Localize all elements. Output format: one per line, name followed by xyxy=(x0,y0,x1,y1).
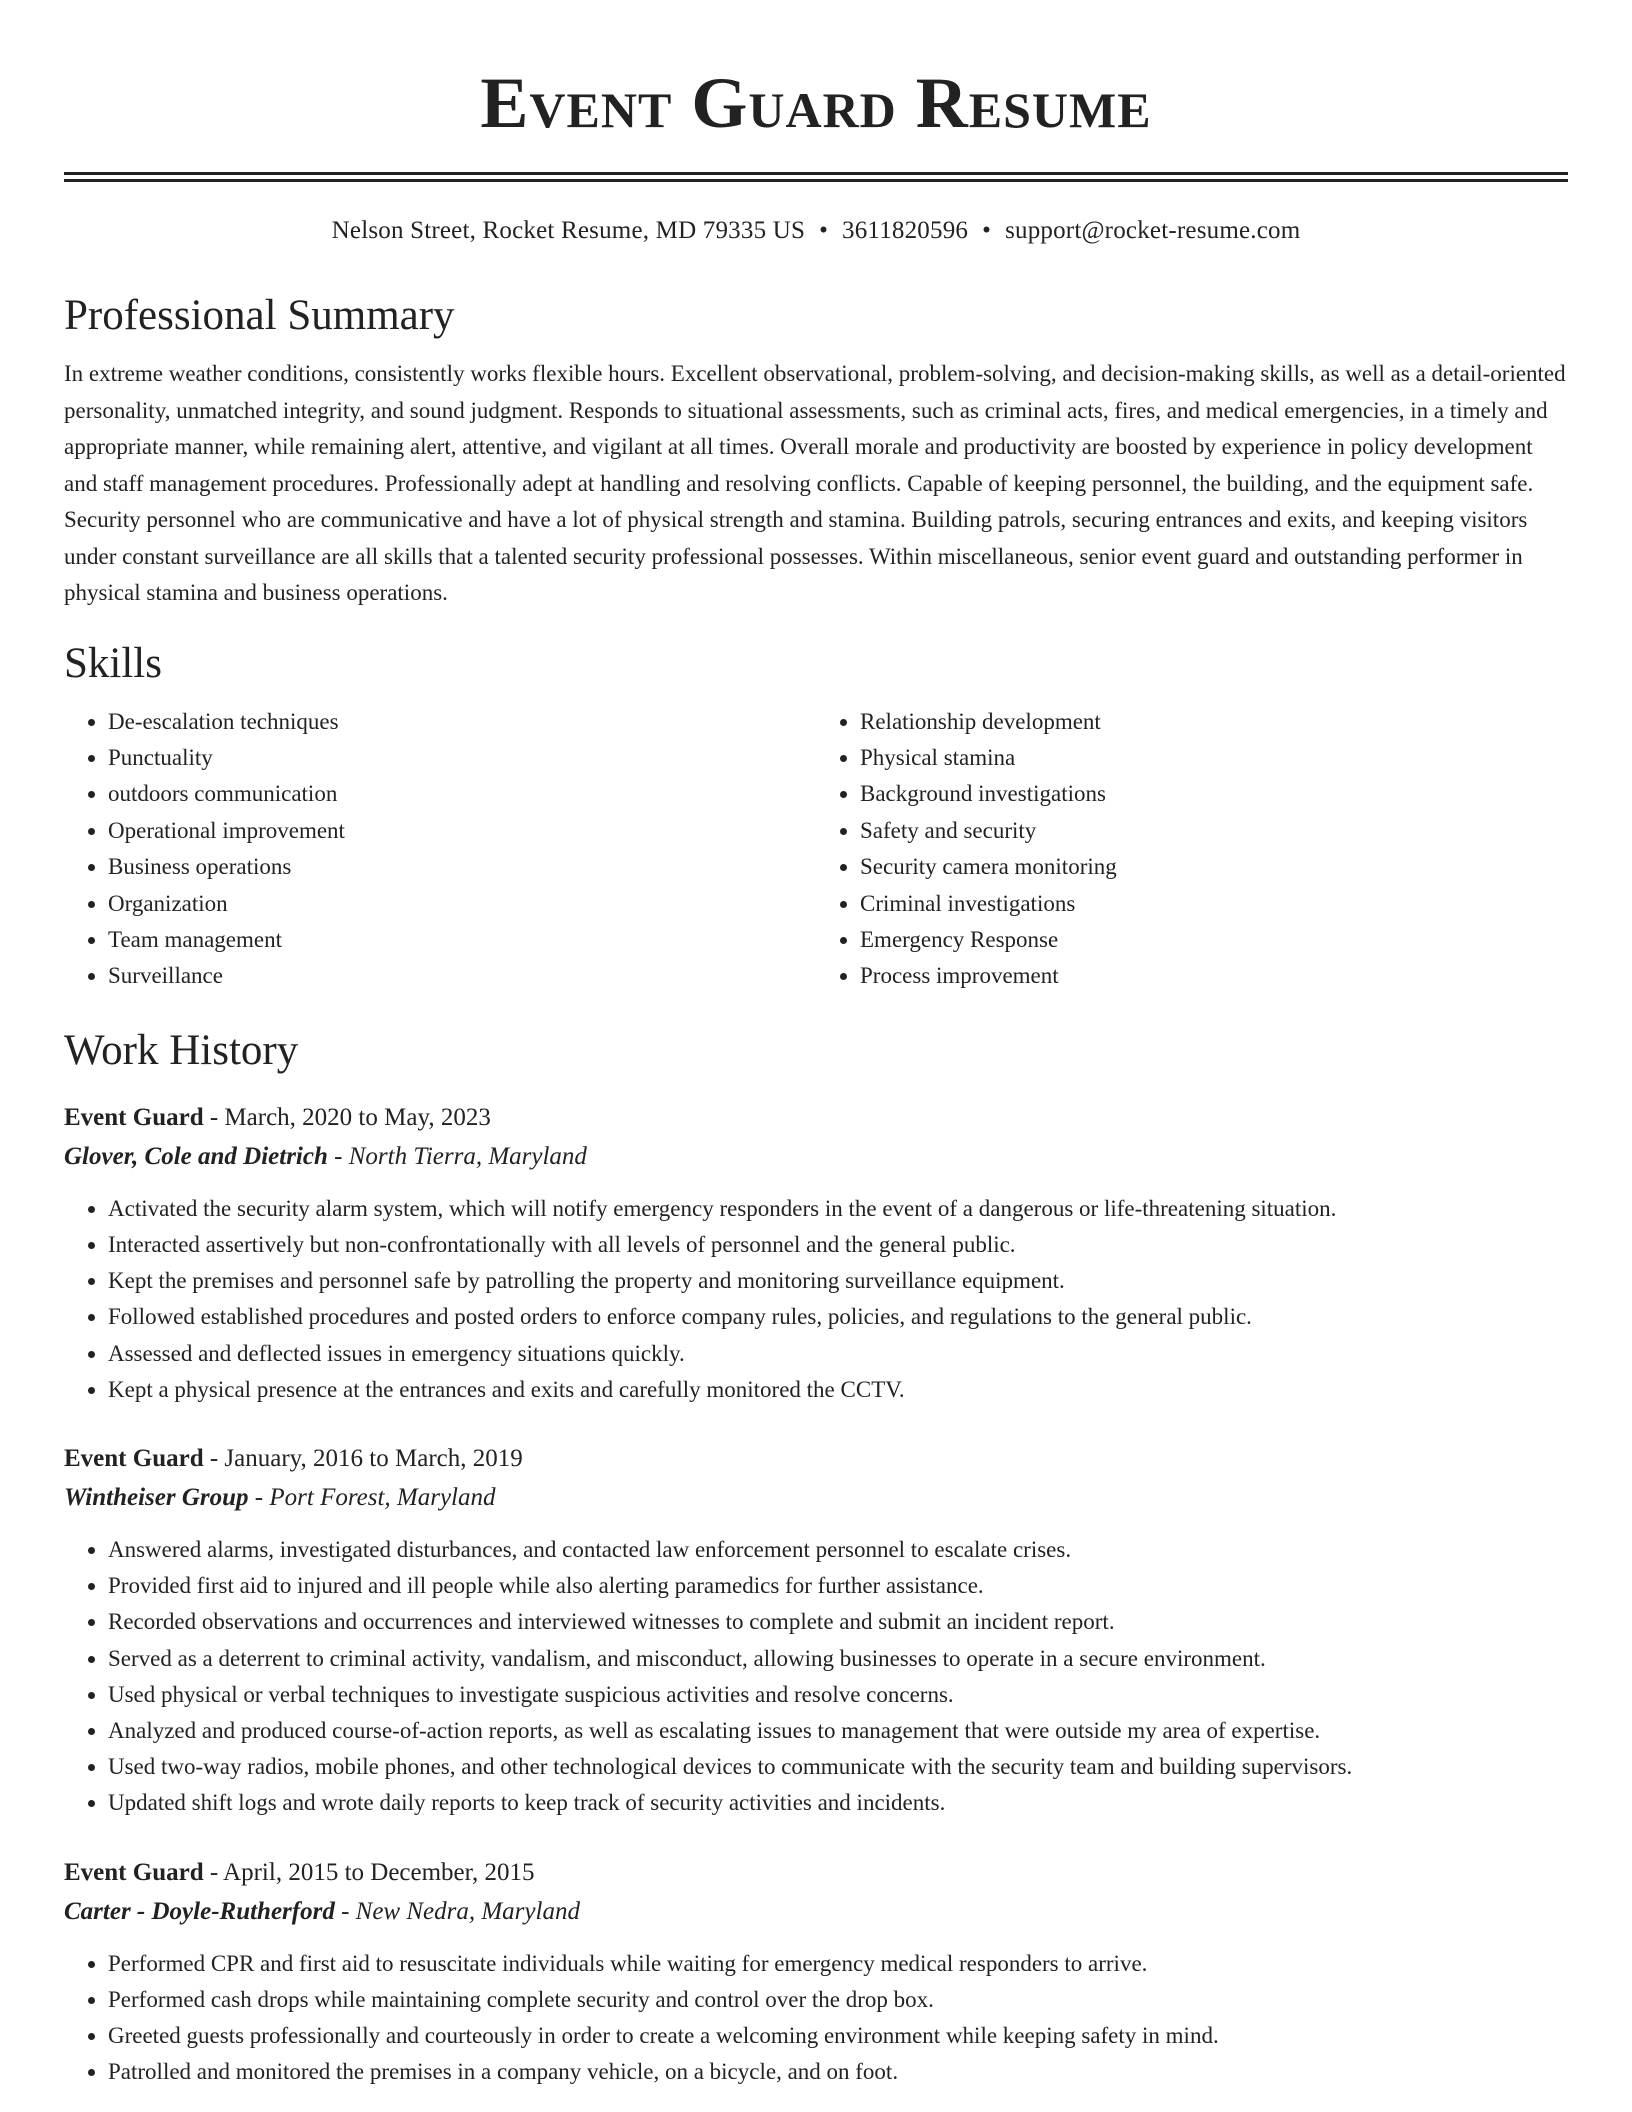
job-company: Carter - Doyle-Rutherford xyxy=(64,1897,335,1925)
job-title-line xyxy=(64,1854,1568,1892)
job-company-line xyxy=(64,1137,1568,1177)
job-bullet-list xyxy=(64,1946,1568,2091)
job-bullet: • Activated the security alarm system, which will notify emergency responders in the event of a dangerous or life-threatening situation. xyxy=(108,1191,1568,1227)
job-bullet: • Assessed and deflected issues in emergency situations quickly. xyxy=(108,1336,1568,1372)
job-dates: - April, 2015 to December, 2015 xyxy=(203,1858,535,1886)
skill-item: • Background investigations xyxy=(860,776,1568,812)
job-entry xyxy=(64,1854,1568,2091)
job-location: - New Nedra, Maryland xyxy=(334,1897,580,1925)
job-title-line xyxy=(64,1099,1568,1137)
skill-item: • Emergency Response xyxy=(860,922,1568,958)
work-history-heading: Work History xyxy=(64,1026,299,1074)
job-bullet: • Used two-way radios, mobile phones, and other technological devices to communicate with the security team and building supervisors. xyxy=(108,1749,1568,1785)
job-title: Event Guard xyxy=(64,1103,204,1131)
job-bullet: • Patrolled and monitored the premises in a company vehicle, on a bicycle, and on foot. xyxy=(108,2054,1568,2090)
skill-item: • De-escalation techniques xyxy=(108,704,816,740)
job-company-line xyxy=(64,1892,1568,1932)
skill-item: • Criminal investigations xyxy=(860,886,1568,922)
contact-separator: • xyxy=(819,217,829,244)
job-bullet: • Updated shift logs and wrote daily reports to keep track of security activities and incidents. xyxy=(108,1785,1568,1821)
job-location: - North Tierra, Maryland xyxy=(327,1142,587,1170)
job-bullet: • Analyzed and produced course-of-action reports, as well as escalating issues to management that were outside my area of expertise. xyxy=(108,1713,1568,1749)
resume-title: Event Guard Resume xyxy=(480,63,1152,143)
title-double-rule xyxy=(64,172,1568,182)
skills-heading: Skills xyxy=(64,639,162,687)
skill-item: • Business operations xyxy=(108,849,816,885)
job-bullet: • Used physical or verbal techniques to investigate suspicious activities and resolve concerns. xyxy=(108,1677,1568,1713)
job-dates: - March, 2020 to May, 2023 xyxy=(203,1103,491,1131)
skill-item: • Operational improvement xyxy=(108,813,816,849)
skill-item: • Security camera monitoring xyxy=(860,849,1568,885)
skill-item: • Safety and security xyxy=(860,813,1568,849)
skill-item: • Process improvement xyxy=(860,958,1568,994)
skill-item: • Physical stamina xyxy=(860,740,1568,776)
skill-item: • Punctuality xyxy=(108,740,816,776)
job-title: Event Guard xyxy=(64,1444,204,1472)
job-bullet: • Interacted assertively but non-confrontationally with all levels of personnel and the general public. xyxy=(108,1227,1568,1263)
job-title: Event Guard xyxy=(64,1858,204,1886)
job-title-line xyxy=(64,1440,1568,1478)
job-bullet: • Kept a physical presence at the entrances and exits and carefully monitored the CCTV. xyxy=(108,1372,1568,1408)
skill-item: • Team management xyxy=(108,922,816,958)
skills-grid xyxy=(64,704,1568,995)
job-company-line xyxy=(64,1478,1568,1518)
job-entry xyxy=(64,1099,1568,1408)
job-bullet: • Served as a deterrent to criminal activity, vandalism, and misconduct, allowing businesses to operate in a secure environment. xyxy=(108,1641,1568,1677)
job-bullet: • Performed CPR and first aid to resuscitate individuals while waiting for emergency medical responders to arrive. xyxy=(108,1946,1568,1982)
job-company: Wintheiser Group xyxy=(64,1483,249,1511)
contact-separator: • xyxy=(982,217,992,244)
job-bullet: • Followed established procedures and posted orders to enforce company rules, policies, and regulations to the general public. xyxy=(108,1299,1568,1335)
skill-item: • Relationship development xyxy=(860,704,1568,740)
job-bullet: • Provided first aid to injured and ill people while also alerting paramedics for further assistance. xyxy=(108,1568,1568,1604)
job-bullet: • Kept the premises and personnel safe by patrolling the property and monitoring surveillance equipment. xyxy=(108,1263,1568,1299)
job-entry xyxy=(64,1440,1568,1822)
contact-line xyxy=(64,216,1568,246)
skills-list-right xyxy=(816,704,1568,995)
skill-item: • outdoors communication xyxy=(108,776,816,812)
skill-item: • Organization xyxy=(108,886,816,922)
summary-text: In extreme weather conditions, consistently works flexible hours. Excellent observational, problem-solving, and decision-making skills, as well as a detail-oriented personality, unmatched integrity, and sound judgment. Responds to situational assessments, such as criminal acts, fires, and medical emergencies, in a timely and appropriate manner, while remaining alert, attentive, and vigilant at all times. Overall morale and productivity are boosted by experience in policy development and staff management procedures. Professionally adept at handling and resolving conflicts. Capable of keeping personnel, the building, and the equipment safe. Security personnel who are communicative and have a lot of physical strength and stamina. Building patrols, securing entrances and exits, and keeping visitors under constant surveillance are all skills that a talented security professional possesses. Within miscellaneous, senior event guard and outstanding performer in physical stamina and business operations. xyxy=(64,361,1566,605)
contact-address: Nelson Street, Rocket Resume, MD 79335 US xyxy=(331,217,806,244)
job-bullet-list xyxy=(64,1532,1568,1822)
summary-heading: Professional Summary xyxy=(64,292,455,339)
job-company: Glover, Cole and Dietrich xyxy=(64,1142,328,1170)
skill-item: • Surveillance xyxy=(108,958,816,994)
job-bullet: • Performed cash drops while maintaining complete security and control over the drop box. xyxy=(108,1982,1568,2018)
contact-phone: 3611820596 xyxy=(842,217,969,244)
job-dates: - January, 2016 to March, 2019 xyxy=(203,1444,523,1472)
job-bullet: • Answered alarms, investigated disturbances, and contacted law enforcement personnel to escalate crises. xyxy=(108,1532,1568,1568)
job-location: - Port Forest, Maryland xyxy=(248,1483,496,1511)
job-bullet: • Greeted guests professionally and courteously in order to create a welcoming environment while keeping safety in mind. xyxy=(108,2018,1568,2054)
contact-email: support@rocket-resume.com xyxy=(1005,217,1301,244)
skills-list-left xyxy=(64,704,816,995)
job-bullet-list xyxy=(64,1191,1568,1408)
job-bullet: • Recorded observations and occurrences and interviewed witnesses to complete and submit an incident report. xyxy=(108,1604,1568,1640)
